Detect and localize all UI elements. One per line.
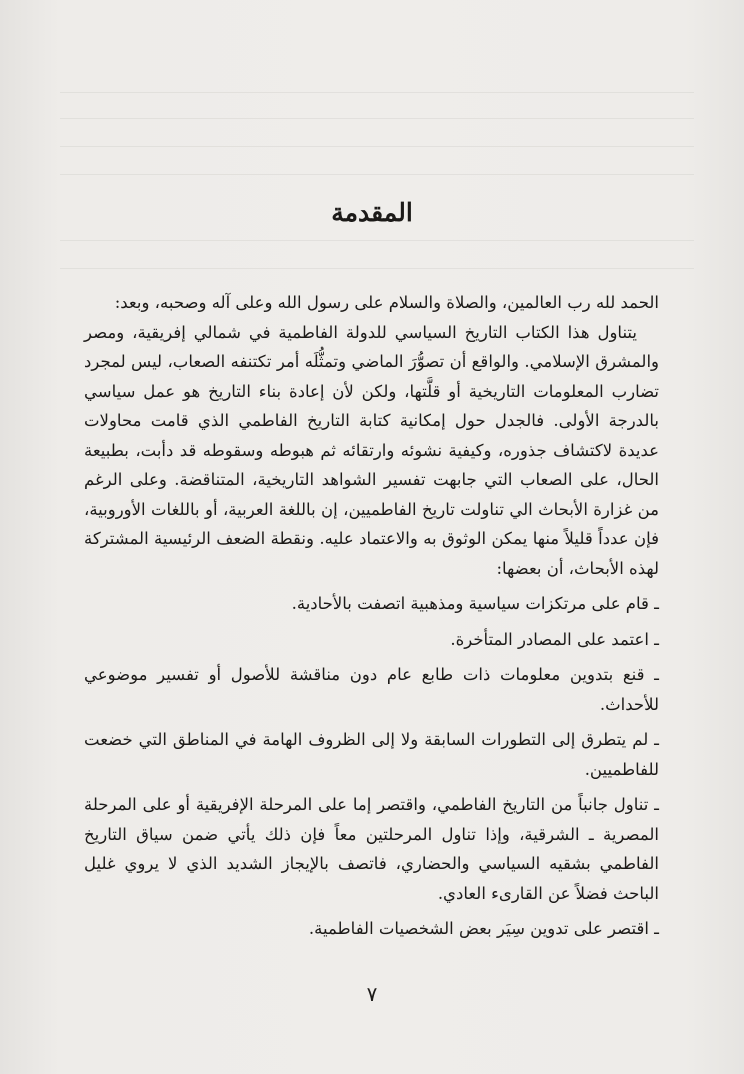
show-through-line [60,118,694,119]
list-item: ـ اعتمد على المصادر المتأخرة. [450,629,659,649]
list-item: ـ اقتصر على تدوين سِيَر بعض الشخصيات الفاطمية. [308,919,659,938]
list-item: ـ قنع بتدوين معلومات ذات طابع عام دون مناقشة للأصول أو تفسير موضوعي للأحداث. [84,665,659,714]
list-item: ـ تناول جانباً من التاريخ الفاطمي، واقتصر إما على المرحلة الإفريقية أو على المرحلة المصرية ـ الشرقية، وإذا تناول المرحلتين معاً فإن ذلك يأتي ضمن سياق التاريخ الفاطمي بشقيه السياسي والحضاري، فاتصف بالإيجاز الشديد الذي لا يروي غليل الباحث فضلاً عن القارىء العادي. [84,795,659,903]
show-through-line [60,240,694,241]
main-text [84,288,659,944]
page-title: المقدمة [331,198,413,227]
show-through-line [60,146,694,147]
show-through-line [60,92,694,93]
list-item: ـ قام على مرتكزات سياسية ومذهبية اتصفت بالأحادية. [291,594,659,613]
show-through-line [60,268,694,269]
list-item: ـ لم يتطرق إلى التطورات السابقة ولا إلى الظروف الهامة في المناطق التي خضعت للفاطميين. [84,730,659,779]
body-paragraph: يتناول هذا الكتاب التاريخ السياسي للدولة الفاطمية في شمالي إفريقية، ومصر والمشرق الإسلامي. والواقع أن تصوُّرَ الماضي وتمثُّلَه أمر تكتنفه الصعاب، ليس لمجرد تضارب المعلومات التاريخية أو قلَّتها، ولكن لأن إعادة بناء التاريخ هو عمل سياسي بالدرجة الأولى. فالجدل حول إمكانية كتابة التاريخ الفاطمي الذي قامت محاولات عديدة لاكتشاف جذوره، وكيفية نشوئه وارتقائه ثم هبوطه وسقوطه قد دأبت، بطبيعة الحال، على الصعاب التي جابهت تفسير الشواهد التاريخية، المتناقضة. وعلى الرغم من غزارة الأبحاث الي تناولت تاريخ الفاطميين، إن باللغة العربية، أو باللغات الأوروبية، فإن عدداً قليلاً منها يمكن الوثوق به والاعتماد عليه. ونقطة الضعف الرئيسية المشتركة لهذه الأبحاث، أن بعضها: [84,322,659,578]
page-number: ٧ [366,982,378,1006]
show-through-line [60,174,694,175]
opening-paragraph: الحمد لله رب العالمين، والصلاة والسلام على رسول الله وعلى آله وصحبه، وبعد: [114,293,659,312]
